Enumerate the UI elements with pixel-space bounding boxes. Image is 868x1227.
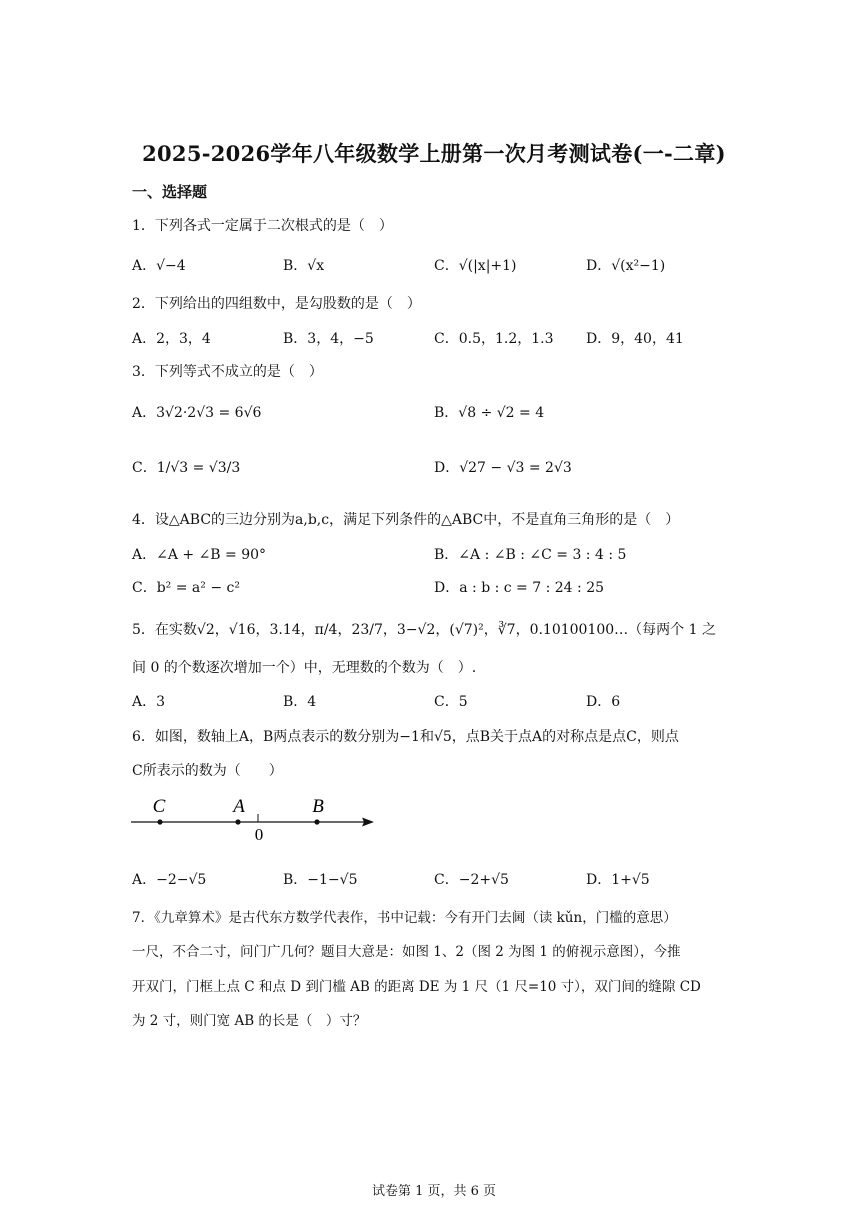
q5-option-b: B．4 [283,694,317,710]
question-6-stem: 6．如图，数轴上A，B两点表示的数分别为−1和√5，点B关于点A的对称点是点C，则点 [132,729,679,745]
q2-option-c: C．0.5，1.2，1.3 [434,331,554,347]
q4-option-c: C．b² = a² − c² [132,580,240,596]
question-7-line-3: 开双门，门框上点 C 和点 D 到门槛 AB 的距离 DE 为 1 尺（1 尺=10 寸），双门间的缝隙 CD [132,979,701,995]
q1-option-d: D．√(x²−1) [586,258,666,274]
point-c-dot [157,819,162,824]
q6-option-b: B．−1−√5 [283,872,358,888]
question-3-stem: 3．下列等式不成立的是（ ） [132,364,323,380]
q1-option-a: A．√−4 [132,258,186,274]
q2-option-d: D．9，40，41 [586,331,684,347]
q1-option-b: B．√x [283,258,325,274]
question-7-line-1: 7．《九章算术》是古代东方数学代表作，书中记载：今有开门去阃（读 kǔn，门槛的意思） [132,910,677,926]
page-footer: 试卷第 1 页，共 6 页 [371,1184,497,1199]
q2-option-b: B．3，4，−5 [283,331,374,347]
q3-option-d: D．√27 − √3 = 2√3 [434,460,572,476]
label-c: C [152,796,166,817]
question-6-stem-cont: C所表示的数为（ ） [132,763,283,779]
q5-option-d: D．6 [586,694,621,710]
q6-option-d: D．1+√5 [586,872,650,888]
label-b: B [312,796,324,817]
q6-option-a: A．−2−√5 [132,872,207,888]
question-1-stem: 1．下列各式一定属于二次根式的是（ ） [132,218,393,234]
q4-option-d: D．a : b : c = 7 : 24 : 25 [434,580,605,596]
question-5-stem: 5．在实数√2，√16，3.14，π/4，23/7，3−√2，(√7)²，∛7，0.10100100…（每两个 1 之 [132,622,716,638]
q3-option-c: C．1/√3 = √3/3 [132,460,241,476]
question-7-line-4: 为 2 寸，则门宽 AB 的长是（ ）寸？ [132,1013,367,1029]
question-5-stem-cont: 间 0 的个数逐次增加一个）中，无理数的个数为（ ）. [132,660,477,676]
q4-option-b: B．∠A : ∠B : ∠C = 3 : 4 : 5 [434,547,627,563]
label-zero: 0 [254,825,264,844]
q3-option-b: B．√8 ÷ √2 = 4 [434,405,545,421]
q3-option-a: A．3√2·2√3 = 6√6 [132,405,262,421]
q5-option-c: C．5 [434,694,468,710]
point-b-dot [314,819,319,824]
q4-option-a: A．∠A + ∠B = 90° [132,547,267,563]
point-a-dot [235,819,240,824]
section-heading: 一、选择题 [132,183,208,201]
page-title: 2025-2026学年八年级数学上册第一次月考测试卷(一-二章) [142,141,726,166]
question-4-stem: 4．设△ABC的三边分别为a,b,c，满足下列条件的△ABC中，不是直角三角形的是（ ） [132,512,680,528]
q2-option-a: A．2，3，4 [132,331,211,347]
question-2-stem: 2．下列给出的四组数中，是勾股数的是（ ） [132,296,421,312]
label-a: A [233,796,245,817]
number-line-figure [128,795,380,847]
q1-option-c: C．√(|x|+1) [434,258,517,274]
q5-option-a: A．3 [132,694,166,710]
question-7-line-2: 一尺，不合二寸，问门广几何？题目大意是：如图 1、2（图 2 为图 1 的俯视示意图），今推 [132,944,681,960]
q6-option-c: C．−2+√5 [434,872,509,888]
